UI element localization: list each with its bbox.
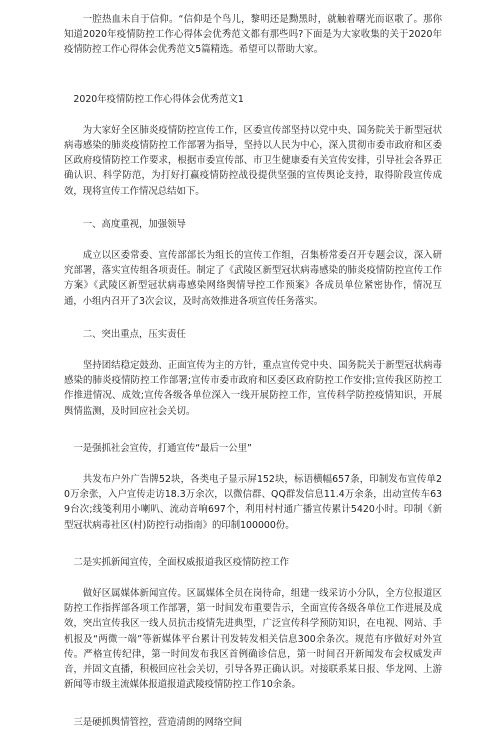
section-heading-1: 一、高度重视，加强领导 bbox=[82, 218, 186, 230]
body-paragraph-2: 成立以区委常委、宣传部部长为组长的宣传工作组，召集桥常委召开专题会议，深入研究部署，落实宣传组各项责任。制定了《武陵区新型冠状病毒感染的肺炎疫情防控宣传工作方案》《武陵区新型冠状病毒感染网络舆情导控工作预案》各成员单位紧密协作，情况互通，小组内召开了3次会议，及时高效推进各项宣传任务落实。 bbox=[64, 250, 442, 307]
body-paragraph-3: 坚持团结稳定鼓劲、正面宣传为主的方针，重点宣传党中央、国务院关于新型冠状病毒感染的肺炎疫情防控工作部署;宣传市委市政府和区委区政府防控工作安排;宣传我区防控工作推进情况、成效;宣传各级各单位深入一线开展防控工作，宣传科学防控疫情知识，开展舆情监测，及时回应社会关切。 bbox=[64, 360, 442, 417]
body-paragraph-4: 共发布户外广告牌52块，各类电子显示屏152块，标语横幅657条，印制发布宣传单20万余张，入户宣传走访18.3万余次，以微信群、QQ群发信息11.4万余条，出动宣传车639台次;线笺利用小喇叭、流动音响697个，利用村村通广播宣传累计5420小时。印制《新型冠状病毒社区(村)防控行动指南》的印制100000份。 bbox=[64, 474, 442, 531]
sub-heading-3: 三是硬抓舆情管控，营造清朗的网络空间 bbox=[73, 716, 243, 728]
body-paragraph-1: 为大家好全区肺炎疫情防控宣传工作，区委宣传部坚持以党中央、国务院关于新型冠状病毒感染的肺炎疫情防控工作部署为指导，坚持以人民为中心，深入贯彻市委市政府和区委区政府疫情防控工作要求，根据市委宣传部、市卫生健康委有关宣传安排，引导社会各界正确认识、科学防范，为打好打赢疫情防控战役提供坚强的宣传舆论支持，取得阶段宣传成效，现将宣传工作情况总结如下。 bbox=[64, 124, 442, 197]
section-heading-2: 二、突出重点，压实责任 bbox=[82, 328, 186, 340]
sub-heading-2: 二是实抓新闻宣传，全面权威报道我区疫情防控工作 bbox=[73, 556, 290, 568]
intro-paragraph: 一腔热血未自于信仰。“信仰是个鸟儿，黎明还是黝黑时，就触着曙光而讴歌了。那你知道2020年疫情防控工作心得体会优秀范文都有那些吗?下面是为大家收集的关于2020年疫情防控工作心得体会优秀范文5篇精选。希望可以帮助大家。 bbox=[64, 14, 442, 56]
sub-heading-1: 一是强抓社会宣传，打通宣传“最后一公里” bbox=[73, 442, 252, 454]
essay-title: 2020年疫情防控工作心得体会优秀范文1 bbox=[73, 93, 244, 105]
body-paragraph-5: 做好区属媒体新闻宣传。区属媒体全员在岗待命，组建一线采访小分队，全方位报道区防控工作指挥部各项工作部署，第一时间发布重要告示，全面宣传各级各单位工作进展及成效，突出宣传我区一线人员抗击疫情先进典型，广泛宣传科学预防知识，在电视、网站、手机报及“两微一端”等新媒体平台累计刊发转发相关信息300余条次。规范有序做好对外宣传。严格宣传纪律，第一时间发布我区首例确诊信息，第一时间召开新闻发布会权威发声音，并固文直播，积极回应社会关切，引导各界正确认识。对接联系某日报、华龙网、上游新闻等市级主流媒体报道报道武陵疫情防控工作10余条。 bbox=[64, 588, 442, 691]
